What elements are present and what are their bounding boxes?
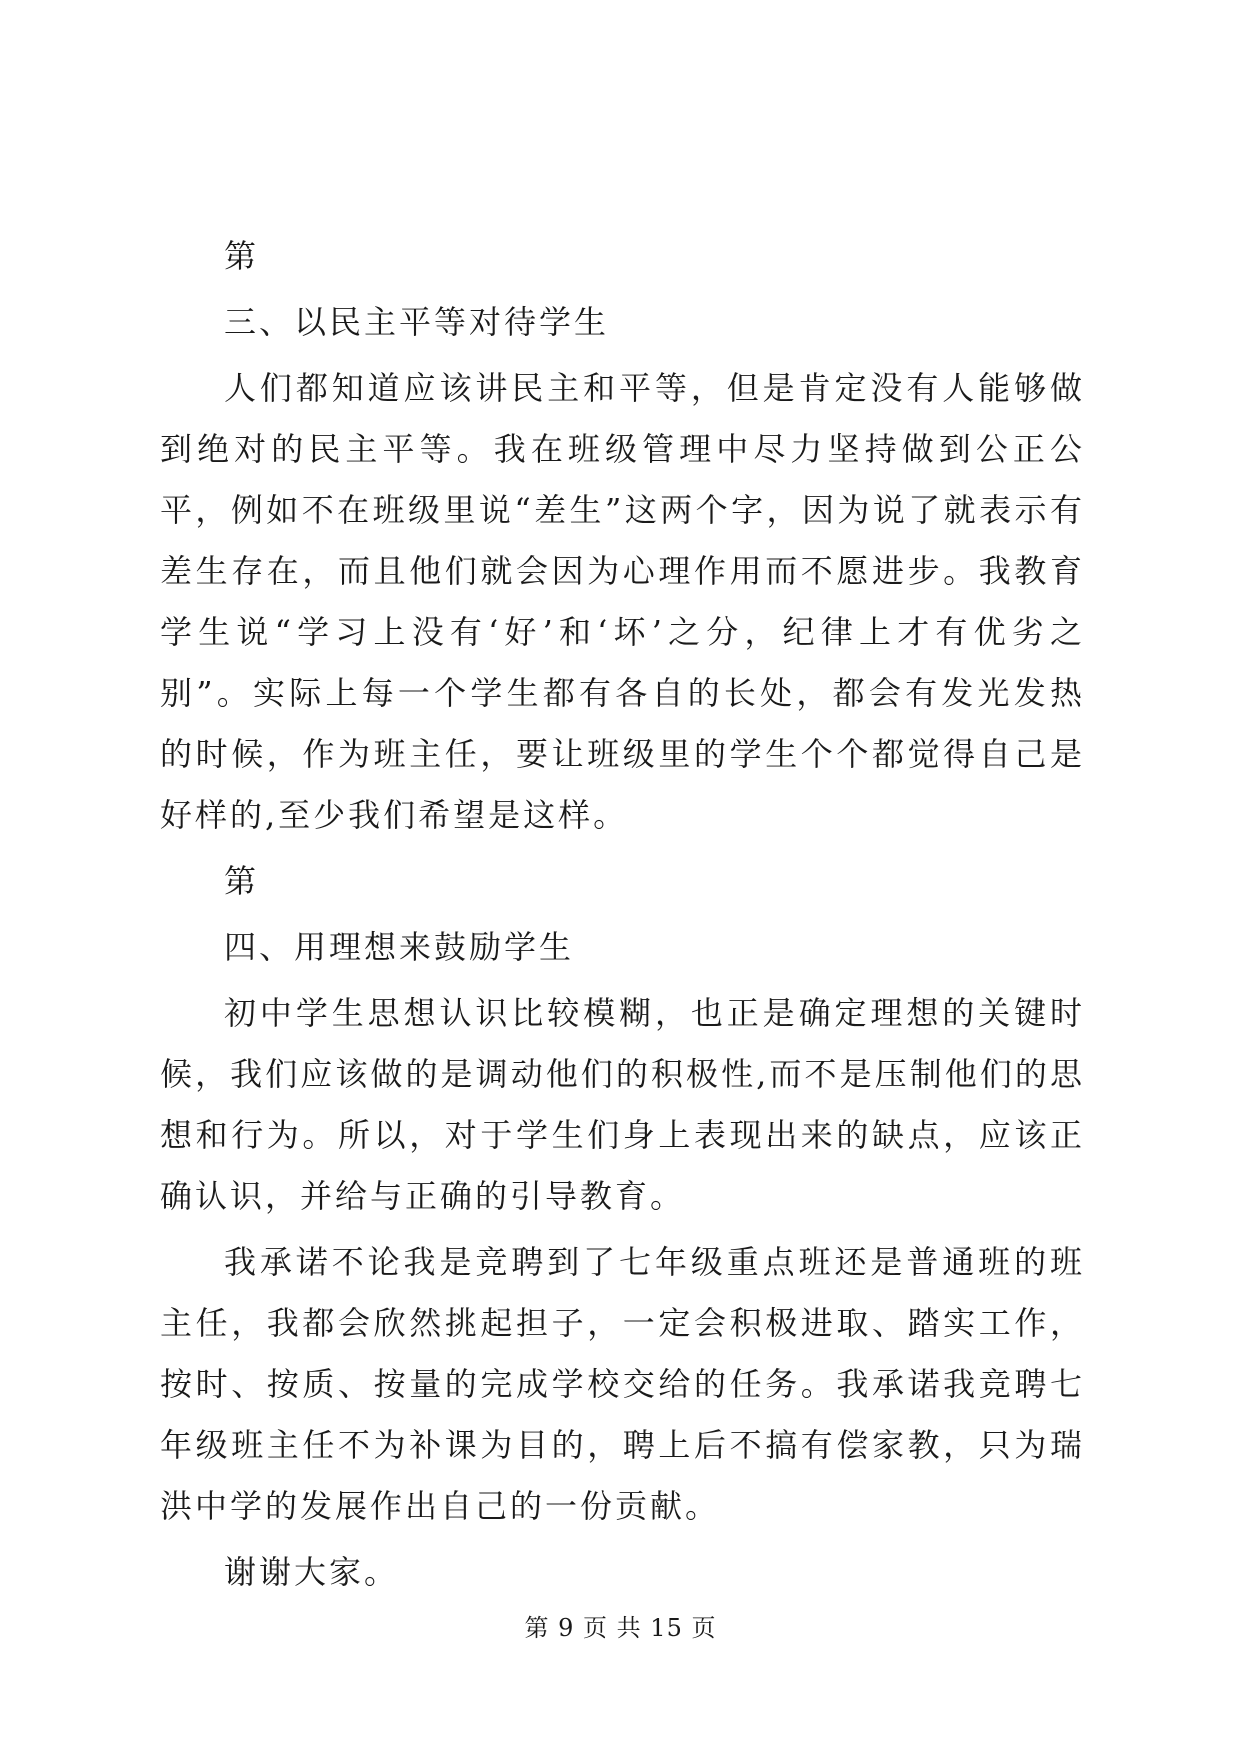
paragraph-section-marker: 第	[224, 862, 260, 900]
page-number-footer: 第 9 页 共 15 页	[524, 1614, 717, 1642]
paragraph-thanks: 谢谢大家。	[224, 1553, 400, 1591]
paragraph-ideals: 初中学生思想认识比较模糊，也正是确定理想的关键时候，我们应该做的是调动他们的积极性,而不是压制他们的思想和行为。所以，对于学生们身上表现出来的缺点，应该正确认识，并给与正确的引导教育。	[160, 994, 1085, 1215]
section-heading-democracy: 三、以民主平等对待学生	[224, 303, 610, 341]
paragraph-commitment: 我承诺不论我是竞聘到了七年级重点班还是普通班的班主任，我都会欣然挑起担子，一定会积极进取、踏实工作，按时、按质、按量的完成学校交给的任务。我承诺我竞聘七年级班主任不为补课为目的，聘上后不搞有偿家教，只为瑞洪中学的发展作出自己的一份贡献。	[160, 1243, 1085, 1525]
section-heading-ideals: 四、用理想来鼓励学生	[224, 928, 575, 966]
paragraph-section-marker: 第	[224, 237, 260, 275]
paragraph-democracy: 人们都知道应该讲民主和平等，但是肯定没有人能够做到绝对的民主平等。我在班级管理中尽力坚持做到公正公平，例如不在班级里说“差生”这两个字，因为说了就表示有差生存在，而且他们就会因为心理作用而不愿进步。我教育学生说“学习上没有‘好’和‘坏’之分，纪律上才有优劣之别”。实际上每一个学生都有各自的长处，都会有发光发热的时候，作为班主任，要让班级里的学生个个都觉得自己是好样的,至少我们希望是这样。	[160, 369, 1085, 834]
document-body	[160, 226, 1085, 1608]
